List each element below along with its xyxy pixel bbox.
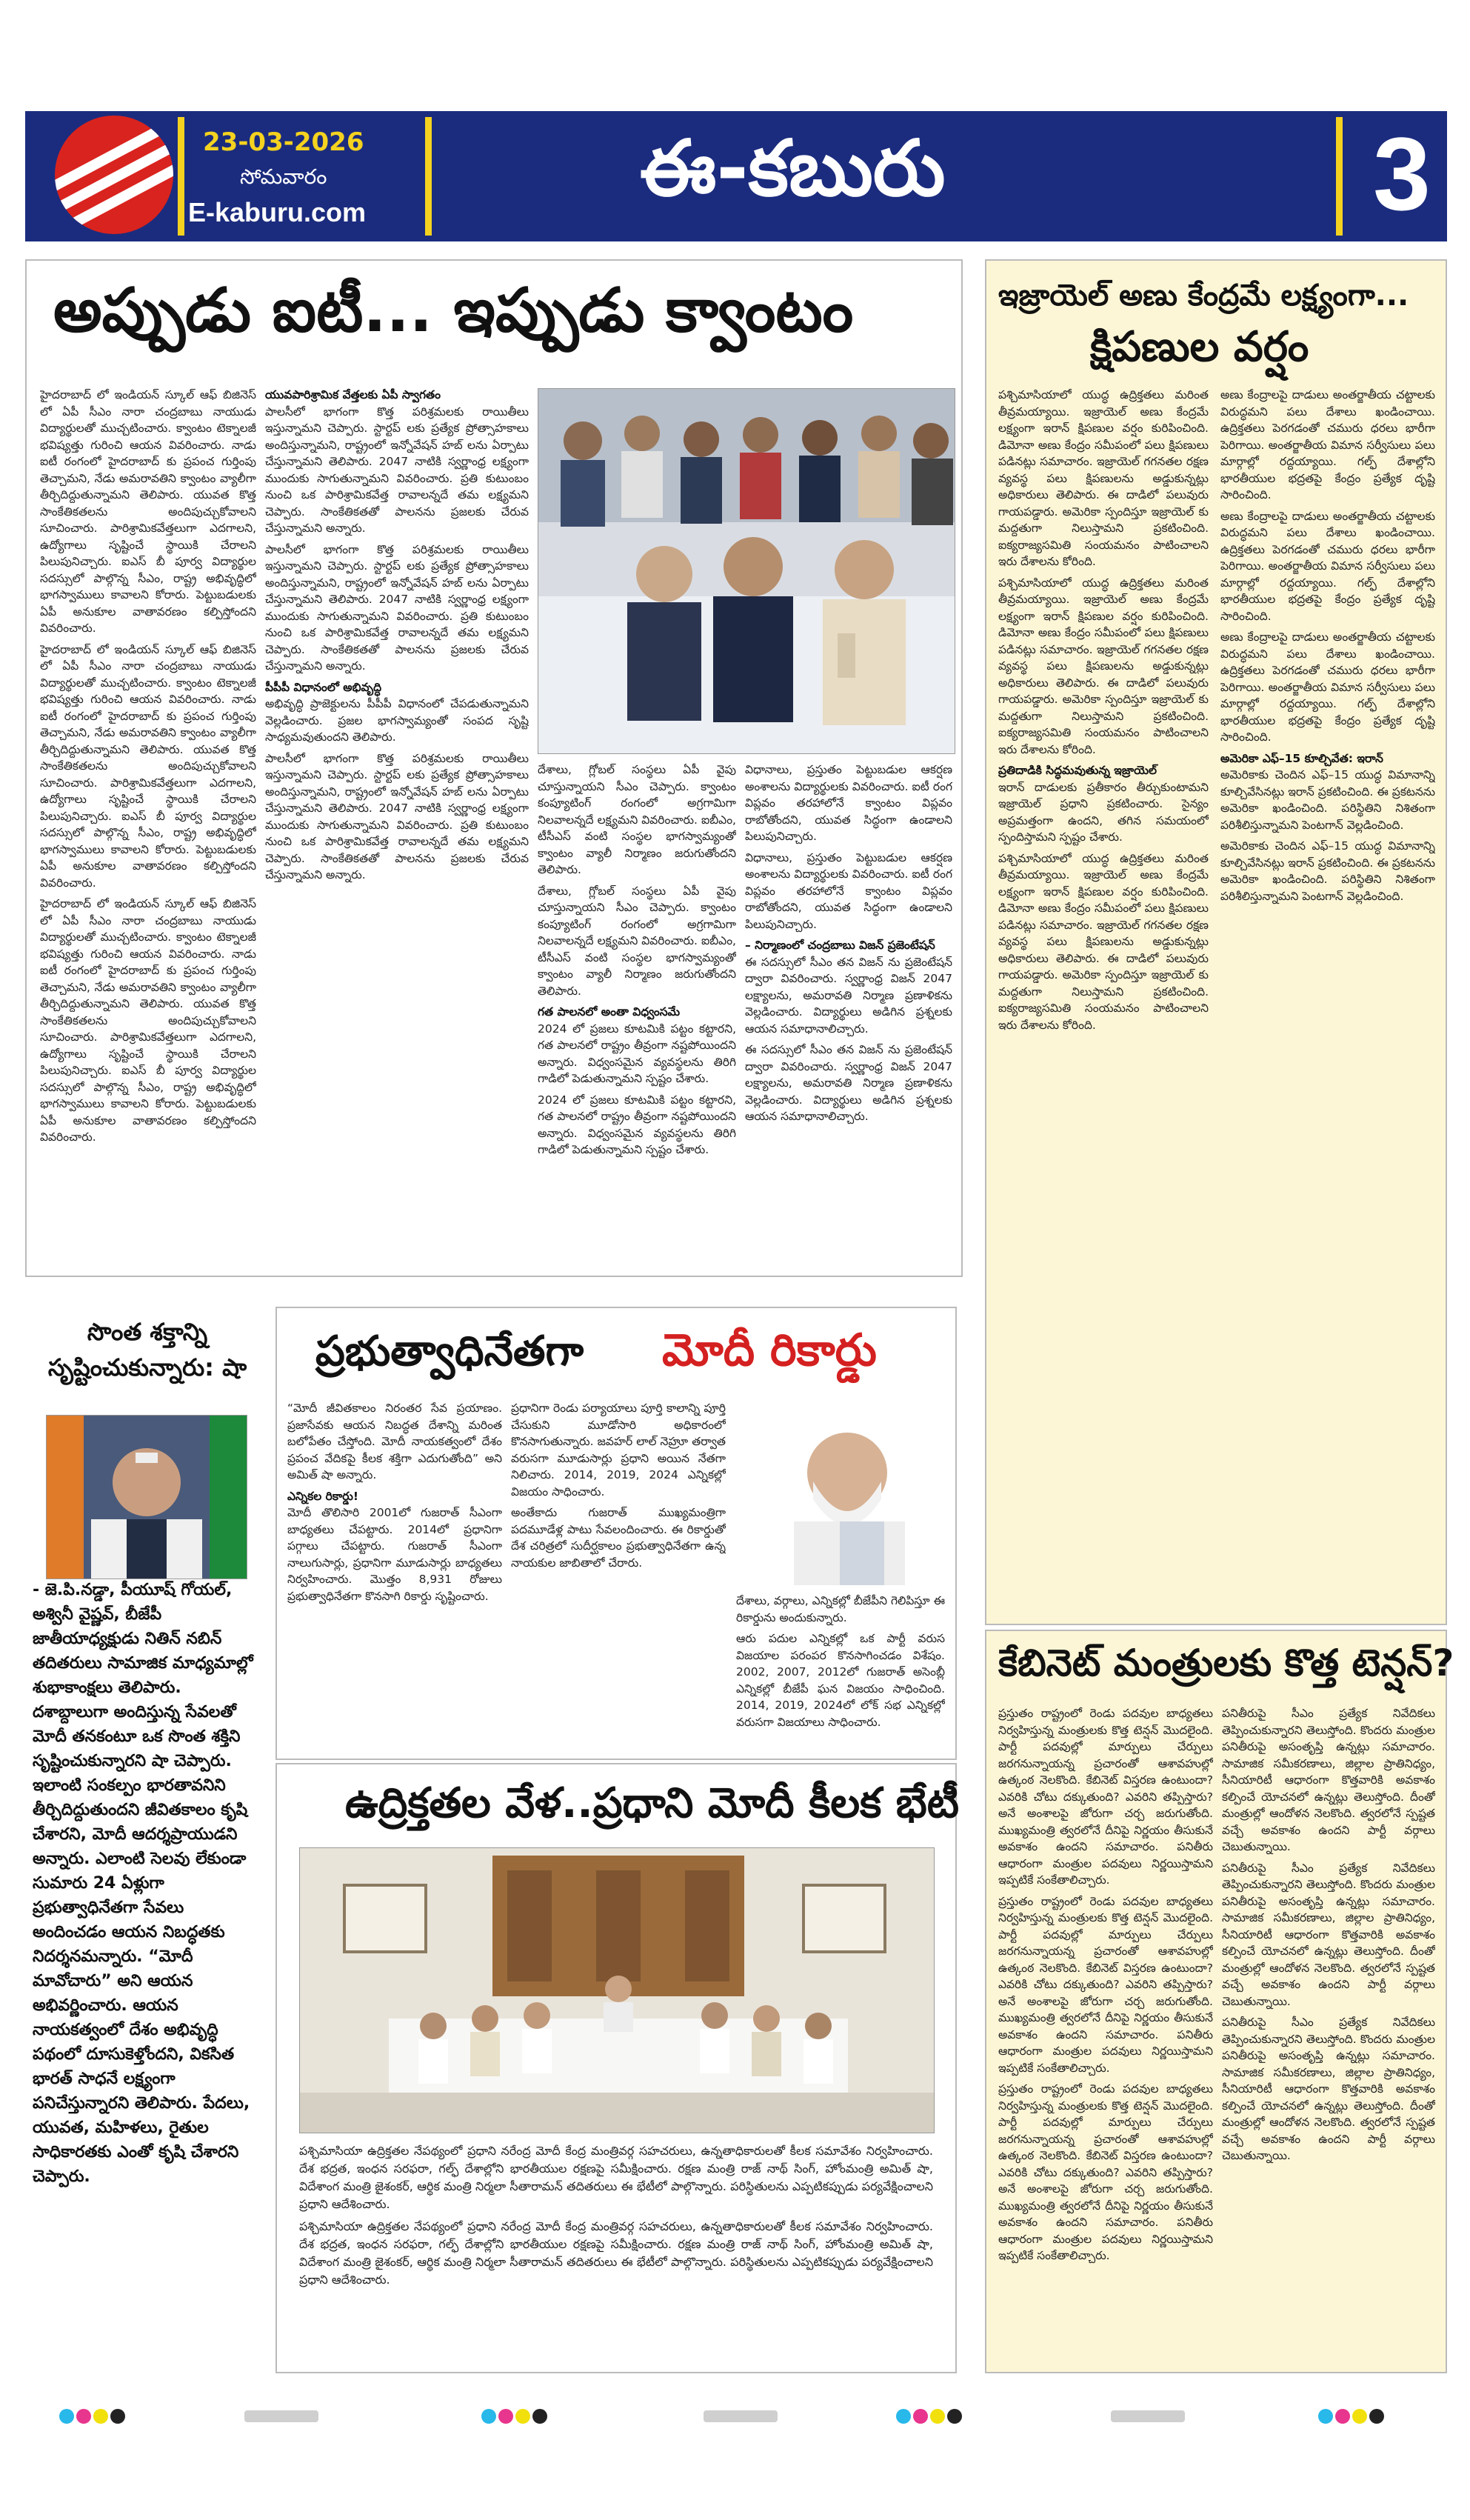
reg-dot	[498, 2409, 513, 2424]
quantum-col-1-text-more: హైదరాబాద్ లో ఇండియన్ స్కూల్ ఆఫ్ బిజినెస్ లో ఏపీ సీఎం నారా చంద్రబాబు నాయుడు విద్యార్థులతో ముచ్చటించారు. క్వాంటం టెక్నాలజీ భవిష్యత్తు గురించి ఆయన వివరించారు. నాడు ఐటీ రంగంలో హైదరాబాద్ కు ప్రపంచ గుర్తింపు తెచ్చామని, నేడు అమరావతిని క్వాంటం వ్యాలీగా తీర్చిదిద్దుతున్నామని తెలిపారు. యువత కొత్త సాంకేతికతలను అందిపుచ్చుకోవాలని సూచించారు. పారిశ్రామికవేత్తలుగా ఎదగాలని, ఉద్యోగాలు సృష్టించే స్థాయికి చేరాలని పిలుపునిచ్చారు. ఐఎస్ బీ పూర్వ విద్యార్థుల సదస్సులో పాల్గొన్న సీఎం, రాష్ట్ర అభివృద్ధిలో భాగస్వాములు కావాలని కోరారు. పెట్టుబడులకు ఏపీ అనుకూల వాతావరణం కల్పిస్తోందని వివరించారు.	[40, 897, 256, 1144]
reg-dot	[532, 2409, 547, 2424]
israel-col-1b-text: ఇరాన్ దాడులకు ప్రతీకారం తీర్చుకుంటామని ఇజ్రాయెల్ ప్రధాని ప్రకటించారు. సైన్యం అప్రమత్తంగా ఉందని, తగిన సమయంలో స్పందిస్తామని స్పష్టం చేశారు.	[998, 780, 1209, 844]
israel-col-2-text-more: అణు కేంద్రాలపై దాడులు అంతర్జాతీయ చట్టాలకు విరుద్ధమని పలు దేశాలు ఖండించాయి. ఉద్రిక్తతలు పెరగడంతో చమురు ధరలు భారీగా పెరిగాయి. అంతర్జాతీయ విమాన సర్వీసులు పలు మార్గాల్లో రద్దయ్యాయి. గల్ఫ్ దేశాల్లోని భారతీయుల భద్రతపై కేంద్రం ప్రత్యేక దృష్టి సారించింది.	[1220, 630, 1435, 744]
cabinet-col-1-text-cont: ప్రస్తుతం రాష్ట్రంలో రెండు పదవుల బాధ్యతలు నిర్వహిస్తున్న మంత్రులకు కొత్త టెన్షన్ మొదలైంది. పార్టీ పదవుల్లో మార్పులు చేర్పులు జరగనున్నాయన్న ప్రచారంతో ఆశావహుల్లో ఉత్కంఠ నెలకొంది. కేబినెట్ విస్తరణ ఉంటుందా? ఎవరికి చోటు దక్కుతుంది? ఎవరిని తప్పిస్తారు? అనే అంశాలపై జోరుగా చర్చ జరుగుతోంది. ముఖ్యమంత్రి త్వరలోనే దీనిపై నిర్ణయం తీసుకునే అవకాశం ఉందని సమాచారం. పనితీరు ఆధారంగా మంత్రుల పదవులు నిర్ణయిస్తామని ఇప్పటికే సంకేతాలిచ్చారు.	[998, 1894, 1213, 2075]
registration-mark-3	[896, 2409, 964, 2424]
quantum-col-4-text: విధానాలు, ప్రస్తుతం పెట్టుబడుల ఆకర్షణ అంశాలను విద్యార్థులకు వివరించారు. ఐటీ రంగ విప్లవం తరహాలోనే క్వాంటం విప్లవం రాబోతోందని, యువత సిద్ధంగా ఉండాలని పిలుపునిచ్చారు.	[745, 763, 952, 843]
israel-col-1-text-more: పశ్చిమాసియాలో యుద్ధ ఉద్రిక్తతలు మరింత తీవ్రమయ్యాయి. ఇజ్రాయెల్ అణు కేంద్రమే లక్ష్యంగా ఇరాన్ క్షిపణుల వర్షం కురిపించింది. డిమోనా అణు కేంద్రం సమీపంలో పలు క్షిపణులు పడినట్లు సమాచారం. ఇజ్రాయెల్ గగనతల రక్షణ వ్యవస్థ పలు క్షిపణులను అడ్డుకున్నట్లు అధికారులు తెలిపారు. ఈ దాడిలో పలువురు గాయపడ్డారు. అమెరికా స్పందిస్తూ ఇజ్రాయెల్ కు మద్దతుగా నిలుస్తామని ప్రకటించింది. ఐక్యరాజ్యసమితి సంయమనం పాటించాలని ఇరు దేశాలను కోరింది.	[998, 851, 1209, 1032]
audience-illustration	[538, 389, 955, 753]
reg-dot	[1352, 2409, 1367, 2424]
cabinet-col-1	[998, 1705, 1213, 2357]
modi-col-1-text: “మోదీ జీవితకాలం నిరంతర సేవ ప్రయాణం. ప్రజాసేవకు ఆయన నిబద్ధత దేశాన్ని మరింత బలోపేతం చేస్తోంది. మోదీ నాయకత్వంలో దేశం ప్రపంచ వేదికపై కీలక శక్తిగా ఎదుగుతోంది” అని అమిత్ షా అన్నారు.	[287, 1401, 502, 1481]
reg-dot	[1318, 2409, 1333, 2424]
israel-headline-line-1: ఇజ్రాయెల్ అణు కేంద్రమే లక్ష్యంగా...	[998, 279, 1409, 313]
modi-col-3-text: దేశాలు, వర్గాలు, ఎన్నికల్లో బీజేపీని గెలిపిస్తూ ఈ రికార్డును అందుకున్నారు.	[736, 1594, 945, 1624]
modi-subhead: ఎన్నికల రికార్డు!	[287, 1489, 358, 1503]
meeting-body: పశ్చిమాసియా ఉద్రిక్తతల నేపథ్యంలో ప్రధాని నరేంద్ర మోదీ కేంద్ర మంత్రివర్గ సహచరులు, ఉన్నతాధికారులతో కీలక సమావేశం నిర్వహించారు. దేశ భద్రత, ఇంధన సరఫరా, గల్ఫ్ దేశాల్లోని భారతీయుల రక్షణపై సమీక్షించారు. రక్షణ మంత్రి రాజ్ నాథ్ సింగ్, హోంమంత్రి అమిత్ షా, విదేశాంగ మంత్రి జైశంకర్, ఆర్థిక మంత్రి నిర్మలా సీతారామన్ తదితరులు ఈ భేటీలో పాల్గొన్నారు. పరిస్థితులను ఎప్పటికప్పుడు పర్యవేక్షించాలని ప్రధాని ఆదేశించారు.	[299, 2144, 933, 2211]
quantum-col-1-text: హైదరాబాద్ లో ఇండియన్ స్కూల్ ఆఫ్ బిజినెస్ లో ఏపీ సీఎం నారా చంద్రబాబు నాయుడు విద్యార్థులతో ముచ్చటించారు. క్వాంటం టెక్నాలజీ భవిష్యత్తు గురించి ఆయన వివరించారు. నాడు ఐటీ రంగంలో హైదరాబాద్ కు ప్రపంచ గుర్తింపు తెచ్చామని, నేడు అమరావతిని క్వాంటం వ్యాలీగా తీర్చిదిద్దుతున్నామని తెలిపారు. యువత కొత్త సాంకేతికతలను అందిపుచ్చుకోవాలని సూచించారు. పారిశ్రామికవేత్తలుగా ఎదగాలని, ఉద్యోగాలు సృష్టించే స్థాయికి చేరాలని పిలుపునిచ్చారు. ఐఎస్ బీ పూర్వ విద్యార్థుల సదస్సులో పాల్గొన్న సీఎం, రాష్ట్ర అభివృద్ధిలో భాగస్వాములు కావాలని కోరారు. పెట్టుబడులకు ఏపీ అనుకూల వాతావరణం కల్పిస్తోందని వివరించారు.	[40, 388, 256, 635]
modi-col-2b-text: అంతేకాదు గుజరాత్ ముఖ్యమంత్రిగా పదమూడేళ్ల పాటు సేవలందించారు. ఈ రికార్డుతో దేశ చరిత్రలో సుదీర్ఘకాలం ప్రభుత్వాధినేతగా ఉన్న నాయకుల జాబితాలో చేరారు.	[511, 1506, 726, 1570]
reg-dot	[76, 2409, 91, 2424]
modi-col-1	[287, 1400, 502, 1748]
quantum-col-1-text-cont: హైదరాబాద్ లో ఇండియన్ స్కూల్ ఆఫ్ బిజినెస్ లో ఏపీ సీఎం నారా చంద్రబాబు నాయుడు విద్యార్థులతో ముచ్చటించారు. క్వాంటం టెక్నాలజీ భవిష్యత్తు గురించి ఆయన వివరించారు. నాడు ఐటీ రంగంలో హైదరాబాద్ కు ప్రపంచ గుర్తింపు తెచ్చామని, నేడు అమరావతిని క్వాంటం వ్యాలీగా తీర్చిదిద్దుతున్నామని తెలిపారు. యువత కొత్త సాంకేతికతలను అందిపుచ్చుకోవాలని సూచించారు. పారిశ్రామికవేత్తలుగా ఎదగాలని, ఉద్యోగాలు సృష్టించే స్థాయికి చేరాలని పిలుపునిచ్చారు. ఐఎస్ బీ పూర్వ విద్యార్థుల సదస్సులో పాల్గొన్న సీఎం, రాష్ట్ర అభివృద్ధిలో భాగస్వాములు కావాలని కోరారు. పెట్టుబడులకు ఏపీ అనుకూల వాతావరణం కల్పిస్తోందని వివరించారు.	[40, 642, 256, 890]
reg-dot	[896, 2409, 911, 2424]
chandrababu-photo	[538, 388, 955, 754]
modi-col-3b-text: ఆరు పదుల ఎన్నికల్లో ఒక పార్టీ వరుస విజయాల పరంపర కొనసాగించడం విశేషం. 2002, 2007, 2012లో గుజరాత్ అసెంబ్లీ ఎన్నికల్లో బీజేపీ ఘన విజయం సాధించింది. 2014, 2019, 2024లో లోక్ సభ ఎన్నికల్లో వరుసగా విజయాలు సాధించారు.	[736, 1632, 945, 1729]
quantum-col-2-text-cont: పాలసీలో భాగంగా కొత్త పరిశ్రమలకు రాయితీలు ఇస్తున్నామని చెప్పారు. స్టార్టప్ లకు ప్రత్యేక ప్రోత్సాహకాలు అందిస్తున్నామని, రాష్ట్రంలో ఇన్నోవేషన్ హబ్ లను ఏర్పాటు చేస్తున్నామని తెలిపారు. 2047 నాటికి స్వర్ణాంధ్ర లక్ష్యంగా ముందుకు సాగుతున్నామని వివరించారు. ప్రతి కుటుంబం నుంచి ఒక పారిశ్రామికవేత్త రావాలన్నదే తమ లక్ష్యమని చెప్పారు. సాంకేతికతతో పాలనను ప్రజలకు చేరువ చేస్తున్నామని అన్నారు.	[265, 542, 529, 673]
cabinet-col-1-text-more: ప్రస్తుతం రాష్ట్రంలో రెండు పదవుల బాధ్యతలు నిర్వహిస్తున్న మంత్రులకు కొత్త టెన్షన్ మొదలైంది. పార్టీ పదవుల్లో మార్పులు చేర్పులు జరగనున్నాయన్న ప్రచారంతో ఆశావహుల్లో ఉత్కంఠ నెలకొంది. కేబినెట్ విస్తరణ ఉంటుందా? ఎవరికి చోటు దక్కుతుంది? ఎవరిని తప్పిస్తారు? అనే అంశాలపై జోరుగా చర్చ జరుగుతోంది. ముఖ్యమంత్రి త్వరలోనే దీనిపై నిర్ణయం తీసుకునే అవకాశం ఉందని సమాచారం. పనితీరు ఆధారంగా మంత్రుల పదవులు నిర్ణయిస్తామని ఇప్పటికే సంకేతాలిచ్చారు.	[998, 2082, 1213, 2262]
cabinet-col-1-text: ప్రస్తుతం రాష్ట్రంలో రెండు పదవుల బాధ్యతలు నిర్వహిస్తున్న మంత్రులకు కొత్త టెన్షన్ మొదలైంది. పార్టీ పదవుల్లో మార్పులు చేర్పులు జరగనున్నాయన్న ప్రచారంతో ఆశావహుల్లో ఉత్కంఠ నెలకొంది. కేబినెట్ విస్తరణ ఉంటుందా? ఎవరికి చోటు దక్కుతుంది? ఎవరిని తప్పిస్తారు? అనే అంశాలపై జోరుగా చర్చ జరుగుతోంది. ముఖ్యమంత్రి త్వరలోనే దీనిపై నిర్ణయం తీసుకునే అవకాశం ఉందని సమాచారం. పనితీరు ఆధారంగా మంత్రుల పదవులు నిర్ణయిస్తామని ఇప్పటికే సంకేతాలిచ్చారు.	[998, 1707, 1213, 1887]
meeting-illustration	[300, 1848, 934, 2133]
shah-headline: సొంత శక్తాన్ని సృష్టించుకున్నారు: షా	[47, 1318, 247, 1381]
registration-bar-3	[1111, 2410, 1185, 2422]
cabinet-headline: కేబినెట్ మంత్రులకు కొత్త టెన్షన్?	[998, 1641, 1454, 1684]
modi-headline-part-1: ప్రభుత్వాధినేతగా	[315, 1327, 584, 1376]
modi-col-2-text: ప్రధానిగా రెండు పర్యాయాలు పూర్తి కాలాన్ని పూర్తి చేసుకుని మూడోసారి అధికారంలో కొనసాగుతున్నారు. జవహర్ లాల్ నెహ్రూ తర్వాత వరుసగా మూడుసార్లు ప్రధాని అయిన నేతగా నిలిచారు. 2014, 2019, 2024 ఎన్నికల్లో విజయం సాధించారు.	[511, 1401, 726, 1499]
israel-col-2-text-cont: అణు కేంద్రాలపై దాడులు అంతర్జాతీయ చట్టాలకు విరుద్ధమని పలు దేశాలు ఖండించాయి. ఉద్రిక్తతలు పెరగడంతో చమురు ధరలు భారీగా పెరిగాయి. అంతర్జాతీయ విమాన సర్వీసులు పలు మార్గాల్లో రద్దయ్యాయి. గల్ఫ్ దేశాల్లోని భారతీయుల భద్రతపై కేంద్రం ప్రత్యేక దృష్టి సారించింది.	[1220, 509, 1435, 623]
reg-dot	[110, 2409, 125, 2424]
issue-date: 23-03-2026	[203, 127, 364, 157]
meeting-text	[299, 2142, 933, 2364]
quantum-headline: అప్పుడు ఐటీ... ఇప్పుడు క్వాంటం	[53, 276, 854, 346]
reg-dot	[1335, 2409, 1350, 2424]
quantum-col-3-text-cont: దేశాలు, గ్లోబల్ సంస్థలు ఏపీ వైపు చూస్తున్నాయని సీఎం చెప్పారు. క్వాంటం కంప్యూటింగ్ రంగంలో అగ్రగామిగా నిలవాలన్నదే లక్ష్యమని వివరించారు. ఐబీఎం, టీసీఎస్ వంటి సంస్థల భాగస్వామ్యంతో క్వాంటం వ్యాలీ నిర్మాణం జరుగుతోందని తెలిపారు.	[538, 884, 736, 998]
israel-col-2	[1220, 387, 1435, 1609]
article-meeting	[275, 1763, 957, 2373]
quantum-subhead-2: పీపీపీ విధానంలో అభివృద్ధి	[265, 680, 382, 694]
quantum-col-2-text: పాలసీలో భాగంగా కొత్త పరిశ్రమలకు రాయితీలు ఇస్తున్నామని చెప్పారు. స్టార్టప్ లకు ప్రత్యేక ప్రోత్సాహకాలు అందిస్తున్నామని, రాష్ట్రంలో ఇన్నోవేషన్ హబ్ లను ఏర్పాటు చేస్తున్నామని తెలిపారు. 2047 నాటికి స్వర్ణాంధ్ర లక్ష్యంగా ముందుకు సాగుతున్నామని వివరించారు. ప్రతి కుటుంబం నుంచి ఒక పారిశ్రామికవేత్త రావాలన్నదే తమ లక్ష్యమని చెప్పారు. సాంకేతికతతో పాలనను ప్రజలకు చేరువ చేస్తున్నామని అన్నారు.	[265, 404, 529, 535]
cabinet-col-2	[1222, 1705, 1435, 2357]
modi-col-3	[736, 1593, 945, 1748]
modi-col-2	[511, 1400, 726, 1748]
modi-photo	[736, 1410, 936, 1585]
israel-col-1-text-cont: పశ్చిమాసియాలో యుద్ధ ఉద్రిక్తతలు మరింత తీవ్రమయ్యాయి. ఇజ్రాయెల్ అణు కేంద్రమే లక్ష్యంగా ఇరాన్ క్షిపణుల వర్షం కురిపించింది. డిమోనా అణు కేంద్రం సమీపంలో పలు క్షిపణులు పడినట్లు సమాచారం. ఇజ్రాయెల్ గగనతల రక్షణ వ్యవస్థ పలు క్షిపణులను అడ్డుకున్నట్లు అధికారులు తెలిపారు. ఈ దాడిలో పలువురు గాయపడ్డారు. అమెరికా స్పందిస్తూ ఇజ్రాయెల్ కు మద్దతుగా నిలుస్తామని ప్రకటించింది. ఐక్యరాజ్యసమితి సంయమనం పాటించాలని ఇరు దేశాలను కోరింది.	[998, 576, 1209, 756]
israel-subhead-1: ప్రతిదాడికి సిద్ధమవుతున్న ఇజ్రాయెల్	[998, 764, 1157, 777]
reg-dot	[93, 2409, 108, 2424]
quantum-col-2-text-more: పాలసీలో భాగంగా కొత్త పరిశ్రమలకు రాయితీలు ఇస్తున్నామని చెప్పారు. స్టార్టప్ లకు ప్రత్యేక ప్రోత్సాహకాలు అందిస్తున్నామని, రాష్ట్రంలో ఇన్నోవేషన్ హబ్ లను ఏర్పాటు చేస్తున్నామని తెలిపారు. 2047 నాటికి స్వర్ణాంధ్ర లక్ష్యంగా ముందుకు సాగుతున్నామని వివరించారు. ప్రతి కుటుంబం నుంచి ఒక పారిశ్రామికవేత్త రావాలన్నదే తమ లక్ష్యమని చెప్పారు. సాంకేతికతతో పాలనను ప్రజలకు చేరువ చేస్తున్నామని అన్నారు.	[265, 751, 529, 881]
reg-dot	[59, 2409, 74, 2424]
modi-headline-part-2: మోదీ రికార్డు	[662, 1324, 877, 1376]
reg-dot	[515, 2409, 530, 2424]
page-number: 3	[1373, 116, 1431, 232]
masthead	[25, 111, 1447, 241]
website-link[interactable]: E-kaburu.com	[188, 197, 367, 227]
logo-icon	[55, 116, 173, 234]
reg-dot	[1369, 2409, 1384, 2424]
cabinet-col-2-text-more: పనితీరుపై సీఎం ప్రత్యేక నివేదికలు తెప్పించుకున్నారని తెలుస్తోంది. కొందరు మంత్రుల పనితీరుపై అసంతృప్తి ఉన్నట్లు సమాచారం. సామాజిక సమీకరణాలు, జిల్లాల ప్రాతినిధ్యం, సీనియారిటీ ఆధారంగా కొత్తవారికి అవకాశం కల్పించే యోచనలో ఉన్నట్లు తెలుస్తోంది. దీంతో మంత్రుల్లో ఆందోళన నెలకొంది. త్వరలోనే స్పష్టత వచ్చే అవకాశం ఉందని పార్టీ వర్గాలు చెబుతున్నాయి.	[1222, 2016, 1435, 2162]
article-modi-record	[275, 1307, 957, 1760]
quantum-subhead-3: గత పాలనలో అంతా విధ్వంసమే	[538, 1005, 681, 1019]
article-quantum	[25, 259, 963, 1277]
quantum-subhead-4: – నిర్మాణంలో చంద్రబాబు విజన్ ప్రజెంటేషన్	[745, 939, 935, 952]
quantum-col-2b-text: అభివృద్ధి ప్రాజెక్టులను పీపీపీ విధానంలో చేపడుతున్నామని వెల్లడించారు. ప్రజల భాగస్వామ్యంతో సంపద సృష్టి సాధ్యమవుతుందని తెలిపారు.	[265, 697, 529, 744]
quantum-col-3-text: దేశాలు, గ్లోబల్ సంస్థలు ఏపీ వైపు చూస్తున్నాయని సీఎం చెప్పారు. క్వాంటం కంప్యూటింగ్ రంగంలో అగ్రగామిగా నిలవాలన్నదే లక్ష్యమని వివరించారు. ఐబీఎం, టీసీఎస్ వంటి సంస్థల భాగస్వామ్యంతో క్వాంటం వ్యాలీ నిర్మాణం జరుగుతోందని తెలిపారు.	[538, 763, 736, 876]
quantum-col-2	[265, 387, 529, 1268]
israel-subhead-2: అమెరికా ఎఫ్–15 కూల్చివేత: ఇరాన్	[1220, 751, 1383, 765]
modi-col-1b-text: మోదీ తొలిసారి 2001లో గుజరాత్ సీఎంగా బాధ్యతలు చేపట్టారు. 2014లో ప్రధానిగా పగ్గాలు చేపట్టారు. గుజరాత్ సీఎంగా నాలుగుసార్లు, ప్రధానిగా మూడుసార్లు బాధ్యతలు నిర్వహించారు. మొత్తం 8,931 రోజులు ప్రభుత్వాధినేతగా కొనసాగి రికార్డు సృష్టించారు.	[287, 1506, 502, 1603]
registration-bar-1	[244, 2410, 318, 2422]
reg-dot	[913, 2409, 928, 2424]
registration-bar-2	[704, 2410, 778, 2422]
amit-shah-photo	[46, 1415, 247, 1579]
israel-headline-line-2: క్షిపణుల వర్షం	[1090, 323, 1309, 371]
brand-title: ఈ-కబురు	[640, 123, 946, 213]
registration-mark-2	[481, 2409, 549, 2424]
issue-day: సోమవారం	[240, 164, 327, 189]
registration-mark-1	[59, 2409, 127, 2424]
israel-col-2-text: అణు కేంద్రాలపై దాడులు అంతర్జాతీయ చట్టాలకు విరుద్ధమని పలు దేశాలు ఖండించాయి. ఉద్రిక్తతలు పెరగడంతో చమురు ధరలు భారీగా పెరిగాయి. అంతర్జాతీయ విమాన సర్వీసులు పలు మార్గాల్లో రద్దయ్యాయి. గల్ఫ్ దేశాల్లోని భారతీయుల భద్రతపై కేంద్రం ప్రత్యేక దృష్టి సారించింది.	[1220, 388, 1435, 501]
quantum-col-4b-text: ఈ సదస్సులో సీఎం తన విజన్ ను ప్రజెంటేషన్ ద్వారా వివరించారు. స్వర్ణాంధ్ర విజన్ 2047 లక్ష్యాలను, అమరావతి నిర్మాణ ప్రణాళికను వెల్లడించారు. విద్యార్థులు అడిగిన ప్రశ్నలకు ఆయన సమాధానాలిచ్చారు.	[745, 955, 952, 1036]
meeting-body-cont: పశ్చిమాసియా ఉద్రిక్తతల నేపథ్యంలో ప్రధాని నరేంద్ర మోదీ కేంద్ర మంత్రివర్గ సహచరులు, ఉన్నతాధికారులతో కీలక సమావేశం నిర్వహించారు. దేశ భద్రత, ఇంధన సరఫరా, గల్ఫ్ దేశాల్లోని భారతీయుల రక్షణపై సమీక్షించారు. రక్షణ మంత్రి రాజ్ నాథ్ సింగ్, హోంమంత్రి అమిత్ షా, విదేశాంగ మంత్రి జైశంకర్, ఆర్థిక మంత్రి నిర్మలా సీతారామన్ తదితరులు ఈ భేటీలో పాల్గొన్నారు. పరిస్థితులను ఎప్పటికప్పుడు పర్యవేక్షించాలని ప్రధాని ఆదేశించారు.	[299, 2219, 933, 2287]
quantum-col-1	[40, 387, 256, 1268]
quantum-col-3b-text: 2024 లో ప్రజలు కూటమికి పట్టం కట్టారని, గత పాలనలో రాష్ట్రం తీవ్రంగా నష్టపోయిందని అన్నారు. విధ్వంసమైన వ్యవస్థలను తిరిగి గాడిలో పెడుతున్నామని స్పష్టం చేశారు.	[538, 1021, 736, 1085]
quantum-col-4b-text-cont: ఈ సదస్సులో సీఎం తన విజన్ ను ప్రజెంటేషన్ ద్వారా వివరించారు. స్వర్ణాంధ్ర విజన్ 2047 లక్ష్యాలను, అమరావతి నిర్మాణ ప్రణాళికను వెల్లడించారు. విద్యార్థులు అడిగిన ప్రశ్నలకు ఆయన సమాధానాలిచ్చారు.	[745, 1043, 952, 1123]
israel-col-2b-text: అమెరికాకు చెందిన ఎఫ్–15 యుద్ధ విమానాన్ని కూల్చివేసినట్లు ఇరాన్ ప్రకటించింది. ఈ ప్రకటనను అమెరికా ఖండించింది. పరిస్థితిని నిశితంగా పరిశీలిస్తున్నామని పెంటగాన్ వెల్లడించింది.	[1220, 768, 1435, 832]
reg-dot	[481, 2409, 496, 2424]
shah-illustration	[47, 1416, 247, 1579]
quantum-col-4	[745, 761, 952, 1270]
quantum-col-4-text-cont: విధానాలు, ప్రస్తుతం పెట్టుబడుల ఆకర్షణ అంశాలను విద్యార్థులకు వివరించారు. ఐటీ రంగ విప్లవం తరహాలోనే క్వాంటం విప్లవం రాబోతోందని, యువత సిద్ధంగా ఉండాలని పిలుపునిచ్చారు.	[745, 850, 952, 931]
meeting-photo	[299, 1847, 935, 2133]
cabinet-col-2-text: పనితీరుపై సీఎం ప్రత్యేక నివేదికలు తెప్పించుకున్నారని తెలుస్తోంది. కొందరు మంత్రుల పనితీరుపై అసంతృప్తి ఉన్నట్లు సమాచారం. సామాజిక సమీకరణాలు, జిల్లాల ప్రాతినిధ్యం, సీనియారిటీ ఆధారంగా కొత్తవారికి అవకాశం కల్పించే యోచనలో ఉన్నట్లు తెలుస్తోంది. దీంతో మంత్రుల్లో ఆందోళన నెలకొంది. త్వరలోనే స్పష్టత వచ్చే అవకాశం ఉందని పార్టీ వర్గాలు చెబుతున్నాయి.	[1222, 1707, 1435, 1853]
reg-dot	[947, 2409, 962, 2424]
israel-col-2b-text-cont: అమెరికాకు చెందిన ఎఫ్–15 యుద్ధ విమానాన్ని కూల్చివేసినట్లు ఇరాన్ ప్రకటించింది. ఈ ప్రకటనను అమెరికా ఖండించింది. పరిస్థితిని నిశితంగా పరిశీలిస్తున్నామని పెంటగాన్ వెల్లడించింది.	[1220, 839, 1435, 903]
article-cabinet	[985, 1630, 1454, 2373]
quantum-col-3	[538, 761, 736, 1270]
quantum-subhead-1: యువపారిశ్రామిక వేత్తలకు ఏపీ స్వాగతం	[265, 388, 441, 401]
israel-col-1-text: పశ్చిమాసియాలో యుద్ధ ఉద్రిక్తతలు మరింత తీవ్రమయ్యాయి. ఇజ్రాయెల్ అణు కేంద్రమే లక్ష్యంగా ఇరాన్ క్షిపణుల వర్షం కురిపించింది. డిమోనా అణు కేంద్రం సమీపంలో పలు క్షిపణులు పడినట్లు సమాచారం. ఇజ్రాయెల్ గగనతల రక్షణ వ్యవస్థ పలు క్షిపణులను అడ్డుకున్నట్లు అధికారులు తెలిపారు. ఈ దాడిలో పలువురు గాయపడ్డారు. అమెరికా స్పందిస్తూ ఇజ్రాయెల్ కు మద్దతుగా నిలుస్తామని ప్రకటించింది. ఐక్యరాజ్యసమితి సంయమనం పాటించాలని ఇరు దేశాలను కోరింది.	[998, 388, 1209, 568]
reg-dot	[930, 2409, 945, 2424]
israel-col-1	[998, 387, 1209, 1609]
quantum-col-3b-text-cont: 2024 లో ప్రజలు కూటమికి పట్టం కట్టారని, గత పాలనలో రాష్ట్రం తీవ్రంగా నష్టపోయిందని అన్నారు. విధ్వంసమైన వ్యవస్థలను తిరిగి గాడిలో పెడుతున్నామని స్పష్టం చేశారు.	[538, 1093, 736, 1156]
article-israel	[985, 259, 1447, 1625]
shah-body-text: - జె.పి.నడ్డా, పీయూష్ గోయల్, అశ్వినీ వైష్ణవ్, బీజేపీ జాతీయాధ్యక్షుడు నితిన్ నబిన్ తదితరులు సామాజిక మాధ్యమాల్లో శుభాకాంక్షలు తెలిపారు. దశాబ్దాలుగా అందిస్తున్న సేవలతో మోదీ తనకంటూ ఒక సొంత శక్తిని సృష్టించుకున్నారని షా చెప్పారు. ఇలాంటి సంకల్పం భారతావనిని తీర్చిదిద్దుతుందని జీవితకాలం కృషి చేశారని, మోదీ ఆదర్శప్రాయుడని అన్నారు. ఎలాంటి సెలవు లేకుండా సుమారు 24 ఏళ్లుగా ప్రభుత్వాధినేతగా సేవలు అందించడం ఆయన నిబద్ధతకు నిదర్శనమన్నారు. “మోదీ మావోచారు” అని ఆయన అభివర్ణించారు. ఆయన నాయకత్వంలో దేశం అభివృద్ధి పథంలో దూసుకెళ్తోందని, వికసిత భారత్ సాధనే లక్ష్యంగా పనిచేస్తున్నారని తెలిపారు. పేదలు, యువత, మహిళలు, రైతుల సాధికారతకు ఎంతో కృషి చేశారని చెప్పారు.	[33, 1581, 253, 2186]
registration-mark-4	[1318, 2409, 1386, 2424]
modi-illustration	[736, 1410, 936, 1585]
cabinet-col-2-text-cont: పనితీరుపై సీఎం ప్రత్యేక నివేదికలు తెప్పించుకున్నారని తెలుస్తోంది. కొందరు మంత్రుల పనితీరుపై అసంతృప్తి ఉన్నట్లు సమాచారం. సామాజిక సమీకరణాలు, జిల్లాల ప్రాతినిధ్యం, సీనియారిటీ ఆధారంగా కొత్తవారికి అవకాశం కల్పించే యోచనలో ఉన్నట్లు తెలుస్తోంది. దీంతో మంత్రుల్లో ఆందోళన నెలకొంది. త్వరలోనే స్పష్టత వచ్చే అవకాశం ఉందని పార్టీ వర్గాలు చెబుతున్నాయి.	[1222, 1861, 1435, 2008]
meeting-headline: ఉద్రిక్తతల వేళ..ప్రధాని మోదీ కీలక భేటీ	[345, 1779, 959, 1827]
